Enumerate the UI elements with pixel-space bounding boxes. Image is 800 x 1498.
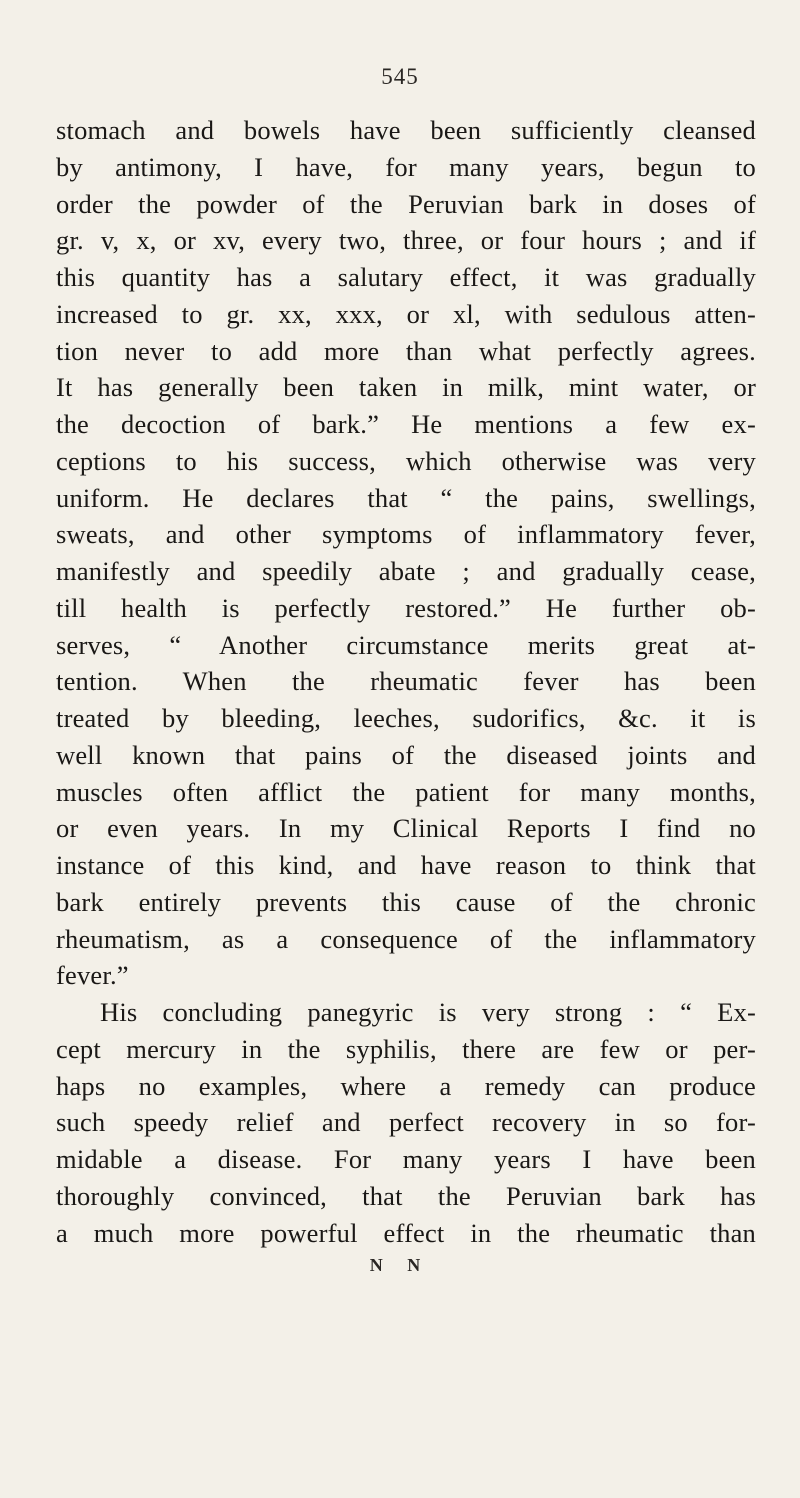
- text-line: by antimony, I have, for many years, begun to: [56, 151, 756, 182]
- text-line: treated by bleeding, leeches, sudorifics, &c. it is: [56, 703, 756, 733]
- page-number: 545: [381, 64, 419, 89]
- text-line: thoroughly convinced, that the Peruvian bark has: [56, 1180, 756, 1211]
- text-line: the decoction of bark.” He mentions a few ex-: [56, 409, 756, 439]
- text-line: increased to gr. xx, xxx, or xl, with sedulous atten-: [56, 298, 756, 329]
- text-line: ceptions to his success, which otherwise was very: [56, 445, 756, 476]
- text-line: muscles often afflict the patient for many months,: [56, 776, 756, 807]
- text-line: till health is perfectly restored.” He further ob-: [56, 592, 756, 623]
- text-line: or even years. In my Clinical Reports I find no: [56, 813, 756, 844]
- text-line: stomach and bowels have been sufficiently cleansed: [56, 115, 756, 145]
- text-line: a much more powerful effect in the rheumatic than: [56, 1217, 756, 1248]
- text-line: instance of this kind, and have reason to think that: [56, 850, 756, 880]
- text-line: tention. When the rheumatic fever has been: [56, 666, 756, 697]
- text-line: well known that pains of the diseased joints and: [56, 739, 756, 770]
- text-line: rheumatism, as a consequence of the inflammatory: [56, 923, 756, 954]
- signature-mark: N N: [369, 1255, 431, 1275]
- text-line: such speedy relief and perfect recovery in so for-: [56, 1107, 756, 1138]
- text-line: haps no examples, where a remedy can produce: [56, 1070, 756, 1101]
- text-line: fever.”: [56, 960, 129, 991]
- text-line: serves, “ Another circumstance merits great at-: [56, 629, 756, 660]
- text-line: tion never to add more than what perfectly agrees.: [56, 335, 756, 366]
- text-line: order the powder of the Peruvian bark in doses of: [56, 188, 756, 219]
- text-line: gr. v, x, or xv, every two, three, or four hours ; and if: [56, 225, 756, 256]
- body-text: [56, 112, 756, 1251]
- text-line: It has generally been taken in milk, mint water, or: [56, 372, 756, 403]
- text-line: midable a disease. For many years I have been: [56, 1144, 756, 1174]
- text-line: bark entirely prevents this cause of the chronic: [56, 886, 756, 917]
- text-line: cept mercury in the syphilis, there are few or per-: [56, 1033, 756, 1064]
- text-line: manifestly and speedily abate ; and gradually cease,: [56, 556, 756, 586]
- text-line: sweats, and other symptoms of inflammatory fever,: [56, 519, 756, 550]
- text-line: this quantity has a salutary effect, it was gradually: [56, 262, 756, 292]
- text-line: uniform. He declares that “ the pains, swellings,: [56, 482, 756, 513]
- paragraph-first-line: His concluding panegyric is very strong : “ Ex-: [100, 997, 756, 1027]
